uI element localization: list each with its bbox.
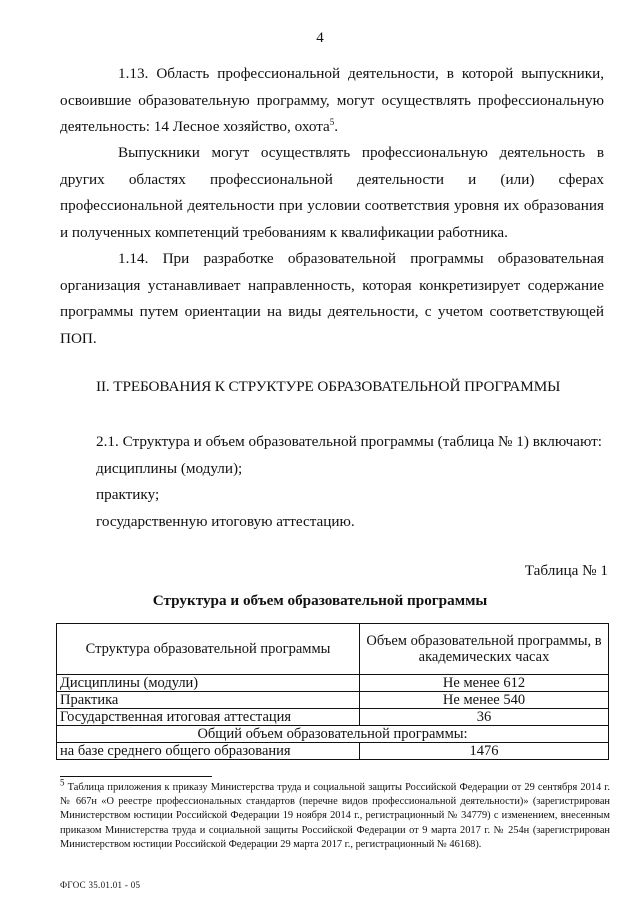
structure-item-attestation: государственную итоговую аттестацию.: [96, 513, 355, 530]
structure-intro: 2.1. Структура и объем образовательной программы (таблица № 1) включают:: [96, 433, 602, 450]
page-number: 4: [316, 30, 324, 46]
table-title: Структура и объем образовательной программы: [152, 592, 488, 609]
footer-code: ФГОС 35.01.01 - 05: [60, 880, 141, 890]
table-total-label-row: [57, 726, 609, 743]
paragraph-1-13-end: .: [334, 118, 339, 135]
total-label: Общий объем образовательной программы:: [57, 726, 609, 743]
structure-item-disciplines: дисциплины (модули);: [96, 460, 243, 477]
row-label: Государственная итоговая аттестация: [57, 709, 360, 726]
table-caption: Таблица № 1: [524, 562, 608, 579]
footnote: [60, 777, 610, 852]
footnote-marker: 5: [60, 777, 65, 788]
footnote-ref[interactable]: 5: [329, 116, 335, 127]
row-label: Дисциплины (модули): [57, 675, 360, 692]
table-row: [57, 709, 609, 726]
footnote-text: Таблица приложения к приказу Министерства труда и социальной защиты Российской Федерации от 29 сентября 2014 г. № 667н «О реестре профессиональных стандартов (перечне видов профессиональной деятельности)» (зарегистрирован Министерством юстиции Российской Федерации 19 ноября 2014 г., регистрационный № 34779) с изменением, внесенным приказом Министерства труда и социальной защиты Российской Федерации от 9 марта 2017 г. № 254н (зарегистрирован Министерством юстиции Российской Федерации 29 марта 2017 г., регистрационный № 46168).: [60, 782, 610, 850]
row-label: Практика: [57, 692, 360, 709]
header-volume: Объем образовательной программы, в академических часах: [360, 624, 609, 675]
footnote-divider: [60, 776, 212, 777]
paragraph-1-13-text: 1.13. Область профессиональной деятельности, в которой выпускники, освоившие образовательную программу, могут осуществлять профессиональную деятельность: 14 Лесное хозяйство, охота: [60, 65, 604, 135]
paragraph-1-14: [60, 246, 604, 352]
table-row: [57, 675, 609, 692]
total-row-label: на базе среднего общего образования: [57, 743, 360, 760]
row-value: Не менее 612: [360, 675, 609, 692]
paragraph-1-14-text: 1.14. При разработке образовательной программы образовательная организация устанавливает направленность, которая конкретизирует содержание программы путем ориентации на виды деятельности, с учетом соответствующей ПОП.: [60, 250, 604, 347]
total-row-value: 1476: [360, 743, 609, 760]
header-structure: Структура образовательной программы: [57, 624, 360, 675]
paragraph-graduates-text: Выпускники могут осуществлять профессиональную деятельность в других областях профессиональной деятельности и (или) сферах профессиональной деятельности при условии соответствия уровня их образования и полученных компетенций требованиям к квалификации работника.: [60, 144, 604, 241]
row-value: Не менее 540: [360, 692, 609, 709]
structure-item-practice: практику;: [96, 486, 160, 503]
table-header-row: [57, 624, 609, 675]
structure-table: [56, 623, 609, 760]
paragraph-graduates: [60, 140, 604, 246]
row-value: 36: [360, 709, 609, 726]
section-heading: II. ТРЕБОВАНИЯ К СТРУКТУРЕ ОБРАЗОВАТЕЛЬНОЙ ПРОГРАММЫ: [96, 378, 561, 395]
table-row: [57, 692, 609, 709]
paragraph-1-13: [60, 61, 604, 141]
table-total-row: [57, 743, 609, 760]
